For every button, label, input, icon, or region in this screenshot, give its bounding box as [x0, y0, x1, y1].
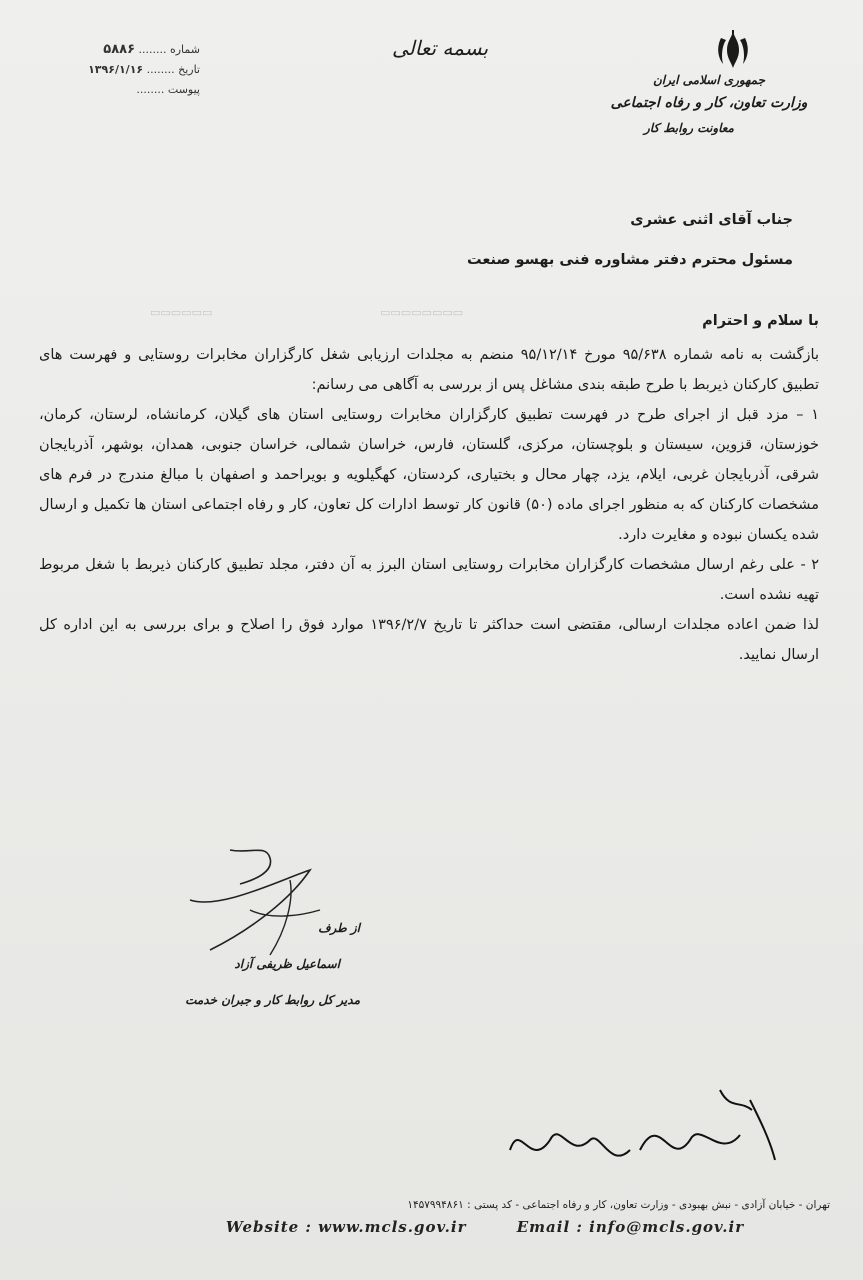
addressee-name: جناب آقای اثنی عشری: [630, 212, 793, 228]
closing-paragraph: لذا ضمن اعاده مجلدات ارسالی، مقتضی است حداکثر تا تاریخ ۱۳۹۶/۲/۷ موارد فوق را اصلاح و برای بررسی به این اداره کل ارسال نمایید.: [39, 617, 819, 663]
addressee-block: [193, 200, 793, 280]
footer-contact: [140, 1218, 830, 1236]
letter-body: [39, 306, 819, 670]
item-1-paragraph: ۱ – مزد قبل از اجرای طرح در فهرست تطبیق کارگزاران مخابرات روستایی استان های گیلان، کرمانشاه، لرستان، کرمان، خوزستان، قزوین، سیستان و بلوچستان، مرکزی، گلستان، فارس، خراسان شمالی، خراسان جنوبی، همدان، بوشهر، آذربایجان شرقی، آذربایجان غربی، ایلام، یزد، چهار محال و بختیاری، کردستان، کهگیلویه و بویراحمد و اصفهان با مبالغ مندرج در فرم های مشخصات کارکنان که به منظور اجرای ماده (۵۰) قانون کار توسط ادارات کل تعاون، کار و رفاه اجتماعی استان ها تکمیل و ارسال شده یکسان نبوده و مغایرت دارد.: [39, 407, 819, 543]
intro-paragraph: بازگشت به نامه شماره ۹۵/۶۳۸ مورخ ۹۵/۱۲/۱۴ منضم به مجلدات ارزیابی شغل کارگزاران مخابرات روستایی و فهرست های تطبیق کارکنان ذیربط با طرح طبقه بندی مشاغل پس از بررسی به آگاهی می رسانم:: [39, 347, 820, 393]
signature-block: [140, 840, 360, 1040]
letter-date: تاریخ ........ ۱۳۹۶/۱/۱۶: [88, 63, 200, 76]
date-label: تاریخ: [178, 63, 200, 76]
number-label: شماره: [169, 43, 200, 56]
item-2-paragraph: ۲ - علی رغم ارسال مشخصات کارگزاران مخابرات روستایی استان البرز به آن دفتر، مجلد تطبیق کارکنان ذیربط با شغل مربوط تهیه نشده است.: [39, 557, 819, 603]
org-ministry: وزارت تعاون، کار و رفاه اجتماعی: [610, 95, 808, 111]
letter-footer: [140, 1196, 830, 1236]
bismillah: بسمه تعالی: [391, 36, 489, 60]
letter-attachment: پیوست ........: [136, 83, 200, 96]
addressee-title: مسئول محترم دفتر مشاوره فنی بهسو صنعت: [467, 252, 793, 268]
greeting: با سلام و احترام: [702, 313, 819, 329]
letter-meta: [40, 40, 200, 100]
handwritten-signature: [170, 840, 340, 960]
footer-email[interactable]: Email : info@mcls.gov.ir: [516, 1218, 745, 1236]
letter-number: شماره ........ ۵۸۸۶: [103, 42, 200, 57]
footer-address: تهران - خیابان آزادی - نبش بهبودی - وزارت تعاون، کار و رفاه اجتماعی - کد پستی : ۱۴۵۷۹۹۴۸۶۱: [407, 1199, 830, 1211]
bleed-through-mark: ▭▭▭▭▭▭▭▭: [380, 306, 464, 319]
org-header: [599, 70, 819, 140]
signatory-name: اسماعیل ظریفی آزاد: [234, 957, 340, 971]
signature-from: از طرف: [318, 921, 360, 935]
org-country: جمهوری اسلامی ایران: [652, 73, 766, 87]
handwritten-note: [490, 1080, 790, 1190]
attachment-label: پیوست: [167, 83, 200, 96]
iran-emblem-icon: [711, 28, 755, 72]
bleed-through-mark: ▭▭▭▭▭▭: [150, 306, 213, 319]
date-value: ۱۳۹۶/۱/۱۶: [88, 63, 144, 76]
signatory-title: مدیر کل روابط کار و جبران خدمت: [185, 993, 360, 1007]
footer-website[interactable]: Website : www.mcls.gov.ir: [225, 1218, 467, 1236]
number-value: ۵۸۸۶: [103, 42, 136, 57]
org-department: معاونت روابط کار: [644, 121, 734, 135]
